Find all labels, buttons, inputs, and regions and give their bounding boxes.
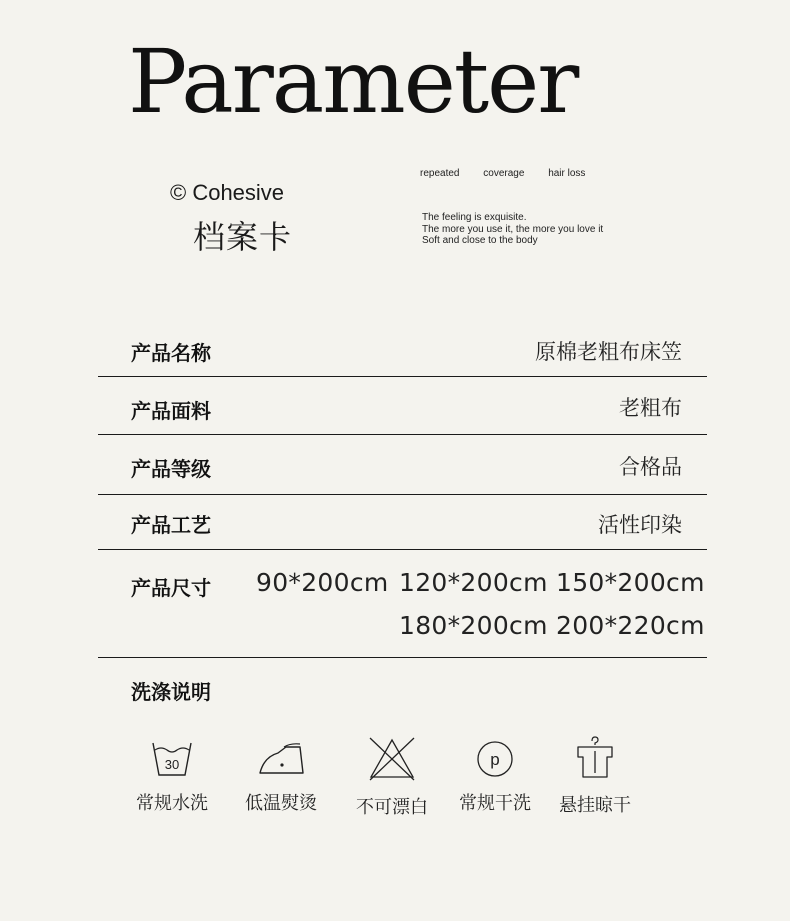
param-row-process: [98, 495, 707, 550]
size-option: 180*200cm: [399, 611, 548, 640]
size-option: 150*200cm: [556, 568, 705, 597]
iron-low-icon: [256, 735, 306, 779]
care-item: [342, 735, 442, 819]
tagline-line: Soft and close to the body: [422, 235, 538, 246]
tag-list: [420, 168, 606, 179]
param-label: 产品尺寸: [131, 576, 211, 600]
care-item: [545, 735, 645, 817]
care-item: [231, 735, 331, 815]
param-value: 合格品: [619, 455, 682, 479]
param-row-size: [98, 550, 707, 658]
param-row-name: [98, 320, 707, 377]
brand-subtitle: 档案卡: [193, 218, 293, 256]
param-value: 活性印染: [598, 513, 682, 537]
care-label: 常规干洗: [459, 793, 531, 814]
tagline-line: The more you use it, the more you love it: [422, 223, 604, 235]
tagline: [422, 212, 603, 247]
brand-name: © Cohesive: [170, 180, 285, 205]
hang-dry-icon: [573, 735, 617, 781]
dry-clean-letter: p: [490, 750, 500, 769]
param-label: 产品面料: [131, 399, 211, 423]
dry-clean-p-icon: [473, 735, 517, 779]
tag-item: repeated: [420, 168, 460, 179]
wash-30-icon: [150, 735, 194, 779]
tag-item: coverage: [483, 168, 525, 179]
no-bleach-icon: [367, 735, 417, 783]
page-title: Parameter: [128, 30, 578, 133]
param-value: 原棉老粗布床笠: [535, 340, 682, 364]
tagline-line: The feeling is exquisite.: [422, 212, 527, 223]
wash-temp-label: 30: [164, 757, 180, 772]
size-option: 120*200cm: [399, 568, 548, 597]
param-label: 产品名称: [131, 341, 211, 365]
care-label: 不可漂白: [356, 797, 428, 818]
size-option: 90*200cm: [256, 568, 389, 597]
care-item: [445, 735, 545, 815]
care-label: 低温熨烫: [245, 793, 317, 814]
param-label: 产品工艺: [131, 513, 211, 537]
care-label: 常规水洗: [136, 793, 208, 814]
care-item: [122, 735, 222, 815]
size-option: 200*220cm: [556, 611, 705, 640]
tag-item: hair loss: [548, 168, 586, 179]
washing-title: 洗涤说明: [131, 680, 211, 704]
param-value: 老粗布: [619, 396, 682, 420]
param-row-grade: [98, 435, 707, 495]
param-row-fabric: [98, 377, 707, 435]
param-label: 产品等级: [131, 457, 211, 481]
care-label: 悬挂晾干: [559, 795, 631, 816]
